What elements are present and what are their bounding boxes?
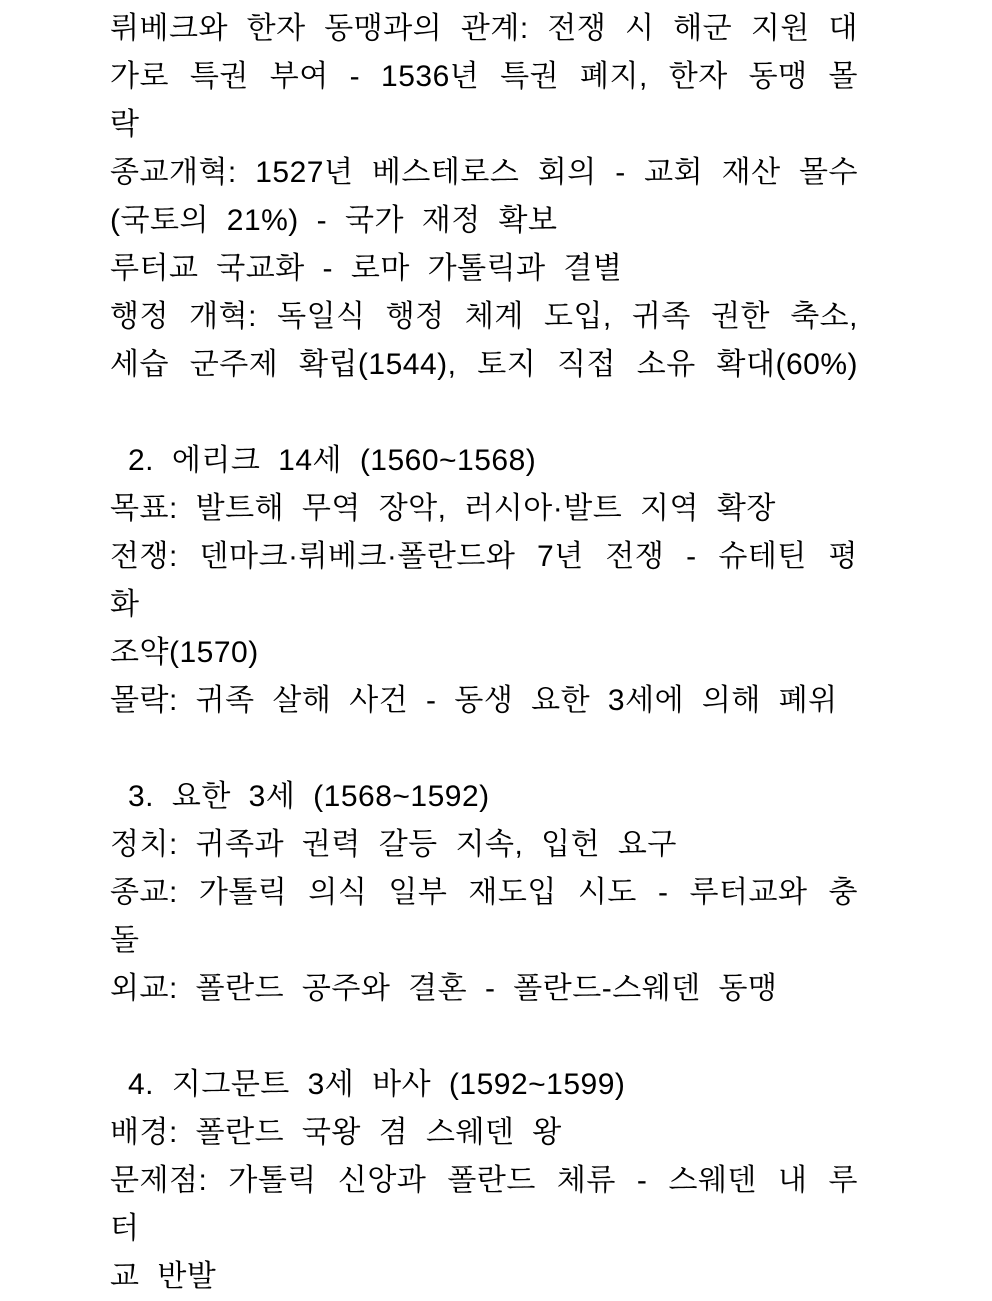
blank-line: [110, 389, 858, 437]
document-page: [110, 5, 858, 1301]
section-heading: 2. 에리크 14세 (1560~1568): [128, 444, 537, 477]
text-line: 외교: 폴란드 공주와 결혼 - 폴란드-스웨덴 동맹: [110, 972, 778, 1005]
section-heading: 3. 요한 3세 (1568~1592): [128, 780, 490, 813]
text-line: 교 반발: [110, 1260, 217, 1293]
text-line: 전쟁: 덴마크·뤼베크·폴란드와 7년 전쟁 - 슈테틴 평화: [110, 540, 858, 621]
text-line: 배경: 폴란드 국왕 겸 스웨덴 왕: [110, 1116, 562, 1149]
text-line: 루터교 국교화 - 로마 가톨릭과 결별: [110, 252, 623, 285]
text-line: 문제점: 가톨릭 신앙과 폴란드 체류 - 스웨덴 내 루터: [110, 1164, 858, 1245]
text-line: 정치: 귀족과 권력 갈등 지속, 입헌 요구: [110, 828, 677, 861]
text-line: 종교: 가톨릭 의식 일부 재도입 시도 - 루터교와 충돌: [110, 876, 858, 957]
text-line: 가로 특권 부여 - 1536년 특권 폐지, 한자 동맹 몰락: [110, 60, 858, 141]
text-line: (국토의 21%) - 국가 재정 확보: [110, 204, 558, 237]
section-heading: 4. 지그문트 3세 바사 (1592~1599): [128, 1068, 626, 1101]
text-line: 행정 개혁: 독일식 행정 체계 도입, 귀족 권한 축소,: [110, 300, 858, 333]
text-line: 종교개혁: 1527년 베스테로스 회의 - 교회 재산 몰수: [110, 156, 858, 189]
text-line: 목표: 발트해 무역 장악, 러시아·발트 지역 확장: [110, 492, 776, 525]
text-line: 몰락: 귀족 살해 사건 - 동생 요한 3세에 의해 폐위: [110, 684, 838, 717]
blank-line: [110, 725, 858, 773]
text-line: 뤼베크와 한자 동맹과의 관계: 전쟁 시 해군 지원 대: [110, 12, 858, 45]
text-line: 조약(1570): [110, 636, 259, 669]
text-line: 세습 군주제 확립(1544), 토지 직접 소유 확대(60%): [110, 348, 858, 381]
blank-line: [110, 1013, 858, 1061]
